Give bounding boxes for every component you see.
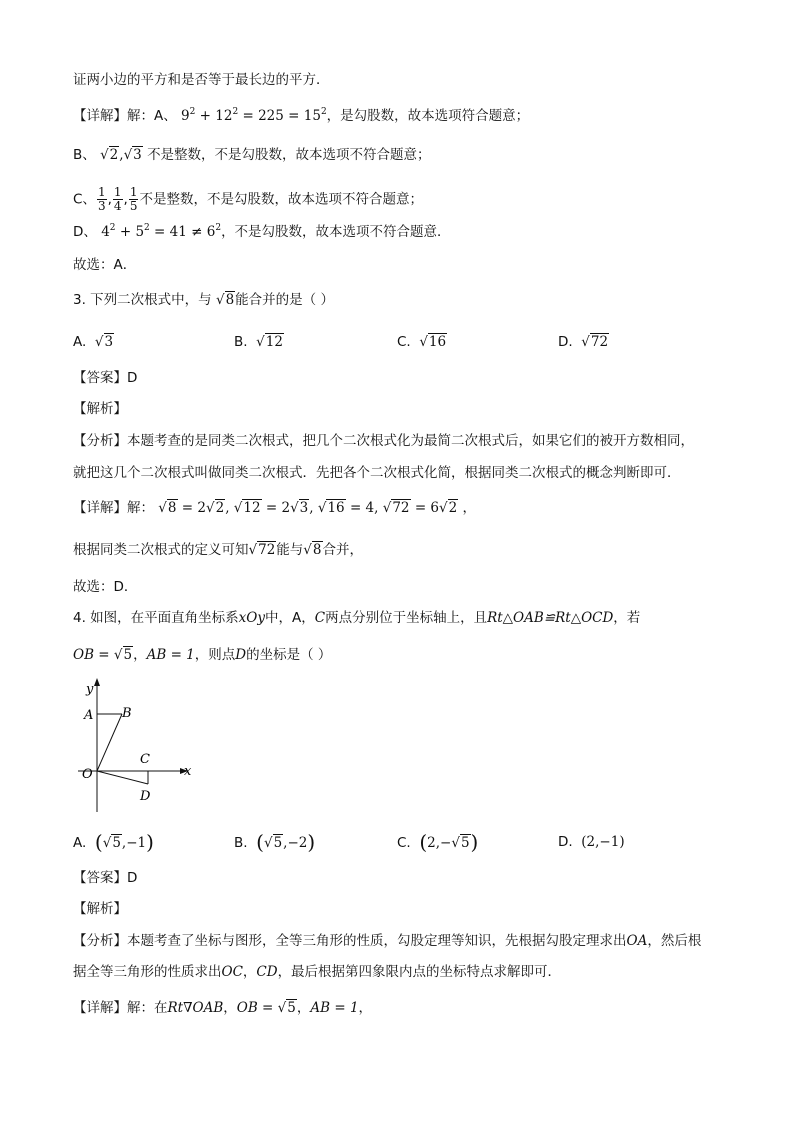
detail-tag: 【详解】	[73, 108, 127, 124]
coordinate-figure	[78, 674, 208, 814]
option-c-conclusion: 不是整数，不是勾股数，故本选项不符合题意；	[139, 191, 423, 208]
option-a-conclusion: ，是勾股数，故本选项符合题意；	[326, 108, 530, 124]
equation-d: $4^2 + 5^2 = 41 \ne 6^2$	[101, 223, 222, 240]
q4-detail: 【详解】解：在Rt∇OAB，OB = √5，AB = 1，	[73, 1000, 373, 1016]
question-3	[73, 290, 334, 310]
question-3-stem-b: 能合并的是（ ）	[235, 292, 334, 308]
q4-analysis-1: 【分析】本题考查了坐标与图形，全等三角形的性质，勾股定理等知识，先根据勾股定理求出OA，然后根	[73, 933, 702, 949]
option-d-conclusion: ，不是勾股数，故本选项不符合题意．	[221, 224, 451, 240]
sqrt-8: √8	[215, 292, 235, 308]
text-line-2	[73, 106, 529, 126]
segment-od	[97, 771, 148, 784]
option-b-conclusion: 不是整数，不是勾股数，故本选项不符合题意；	[147, 147, 431, 163]
option-b-label: B、	[73, 147, 96, 163]
text-line-6	[73, 255, 136, 275]
choice-a-result: 故选：A．	[73, 257, 137, 273]
q3-answer: 【答案】D	[73, 370, 138, 386]
q4-answer: 【答案】D	[73, 870, 138, 886]
q3-choice: 故选：D．	[73, 579, 138, 595]
q3-jiexi: 【解析】	[73, 401, 127, 417]
segment-ob	[97, 714, 122, 771]
q4-analysis-2: 据全等三角形的性质求出OC，CD，最后根据第四象限内点的坐标特点求解即可．	[73, 964, 562, 980]
q3-option-c: C. √16	[397, 334, 447, 350]
option-d-label: D、	[73, 224, 97, 240]
q3-option-b: B. √12	[234, 334, 283, 350]
q3-analysis-1: 【分析】本题考查的是同类二次根式，把几个二次根式化为最简二次根式后，如果它们的被开方数相同，	[73, 433, 694, 449]
text-line-3: B、 √2,√3 不是整数，不是勾股数，故本选项不符合题意；	[73, 147, 431, 163]
question-4-line-2: OB = √5，AB = 1，则点D的坐标是（ ）	[73, 647, 332, 663]
text-line-1	[73, 70, 330, 90]
point-c-label: C	[140, 752, 150, 767]
fraction-1-5: $\frac{1}{5}$	[129, 185, 138, 213]
sqrt-3: √3	[123, 147, 142, 163]
option-a-label: 解：A、	[127, 108, 177, 124]
sqrt-2: √2	[100, 147, 119, 163]
q4-jiexi: 【解析】	[73, 901, 127, 917]
question-3-stem-a: 3. 下列二次根式中，与	[73, 292, 212, 308]
origin-label: O	[82, 767, 93, 782]
q3-analysis-2: 就把这几个二次根式叫做同类二次根式．先把各个二次根式化简，根据同类二次根式的概念判断即可．	[73, 465, 681, 481]
equation-a: $9^2 + 12^2 = 225 = 15^2$	[181, 107, 327, 124]
x-label: x	[184, 764, 192, 779]
q3-option-a: A. √3	[73, 334, 114, 350]
q3-option-d: D. √72	[558, 334, 609, 350]
q4-option-d: D. (2,−1)	[558, 834, 625, 850]
text-line-5	[73, 222, 451, 242]
y-label: y	[86, 682, 94, 697]
fraction-1-3: $\frac{1}{3}$	[97, 185, 106, 213]
q4-option-c: C. (2,−√5)	[397, 830, 479, 854]
text-line-4: C、 $\frac{1}{3}$ , $\frac{1}{4}$ , $\frac{1}{5}$ 不是整数，不是勾股数，故本选项不符合题意；	[73, 185, 423, 213]
option-c-label: C、	[73, 191, 96, 208]
fraction-1-4: $\frac{1}{4}$	[113, 185, 122, 213]
y-arrow-icon	[94, 678, 100, 686]
q3-conclusion: 根据同类二次根式的定义可知√72能与√8合并，	[73, 542, 363, 558]
point-a-label: A	[84, 708, 94, 723]
intro-text: 证两小边的平方和是否等于最长边的平方．	[73, 72, 330, 88]
point-b-label: B	[122, 706, 132, 721]
q4-option-a: A. (√5,−1)	[73, 830, 154, 854]
point-d-label: D	[140, 789, 151, 804]
q3-detail: 【详解】解： √8 = 2√2, √12 = 2√3, √16 = 4, √72 = 6√2 ，	[73, 500, 477, 516]
q4-option-b: B. (√5,−2)	[234, 830, 316, 854]
question-4-line-1: 4. 如图，在平面直角坐标系xOy中，A，C两点分别位于坐标轴上，且Rt△OAB≌Rt△OCD，若	[73, 610, 641, 626]
